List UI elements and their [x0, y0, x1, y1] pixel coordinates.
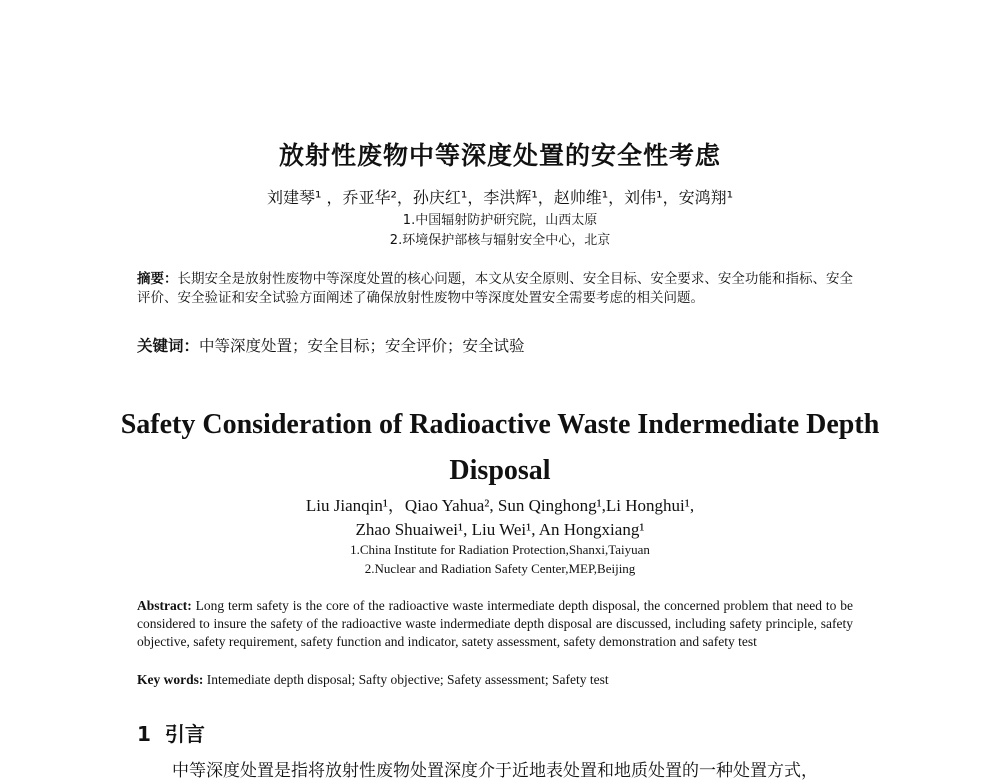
english-keywords-text: Intemediate depth disposal; Safty objective; Safety assessment; Safety test	[206, 672, 609, 687]
chinese-title: 放射性废物中等深度处置的安全性考虑	[278, 141, 721, 170]
english-authors-line-2: Zhao Shuaiwei¹, Liu Wei¹, An Hongxiang¹	[355, 520, 645, 539]
section-first-line: 中等深度处置是指将放射性废物处置深度介于近地表处置和地质处置的一种处置方式，	[172, 761, 818, 780]
chinese-abstract-label: 摘要：	[137, 271, 178, 287]
english-title	[0, 402, 1000, 494]
chinese-abstract-text: 长期安全是放射性废物中等深度处置的核心问题，本文从安全原则、安全目标、安全要求、安全功能和指标、安全评价、安全验证和安全试验方面阐述了确保放射性废物中等深度处置安全需要考虑的相关问题。	[137, 271, 854, 306]
english-abstract	[137, 597, 853, 651]
english-title-line-2: Disposal	[449, 455, 551, 486]
chinese-affiliation-1: 1.中国辐射防护研究院，山西太原	[402, 213, 598, 228]
english-title-line-1: Safety Consideration of Radioactive Waste Indermediate Depth	[120, 409, 880, 440]
chinese-affiliation-2: 2.环境保护部核与辐射安全中心，北京	[389, 233, 611, 248]
chinese-abstract	[137, 270, 853, 308]
english-keywords	[137, 672, 853, 688]
english-keywords-label: Key words:	[137, 672, 204, 687]
section-heading: 1 引言	[137, 722, 205, 746]
english-affiliation-1: 1.China Institute for Radiation Protection,Shanxi,Taiyuan	[350, 542, 650, 557]
chinese-authors: 刘建琴¹ ，乔亚华²，孙庆红¹，李洪辉¹，赵帅维¹，刘伟¹，安鸿翔¹	[267, 188, 733, 207]
english-abstract-text: Long term safety is the core of the radioactive waste intermediate depth disposal, the concerned problem that need to be considered to insure the safety of the radioactive waste indermediate depth disposal are discussed, including safety principle, safety objective, safety requirement, safety function and indicator, satety assessment, safety demonstration and safety test	[137, 598, 854, 649]
english-affiliation-2: 2.Nuclear and Radiation Safety Center,MEP,Beijing	[364, 561, 636, 576]
english-authors-line-1: Liu Jianqin¹，Qiao Yahua², Sun Qinghong¹,Li Honghui¹,	[305, 496, 695, 515]
english-abstract-label: Abstract:	[137, 598, 192, 613]
chinese-keywords-text: 中等深度处置；安全目标；安全评价；安全试验	[199, 337, 525, 355]
chinese-keywords-label: 关键词：	[137, 337, 200, 355]
chinese-keywords	[137, 334, 853, 356]
english-authors	[0, 494, 1000, 542]
